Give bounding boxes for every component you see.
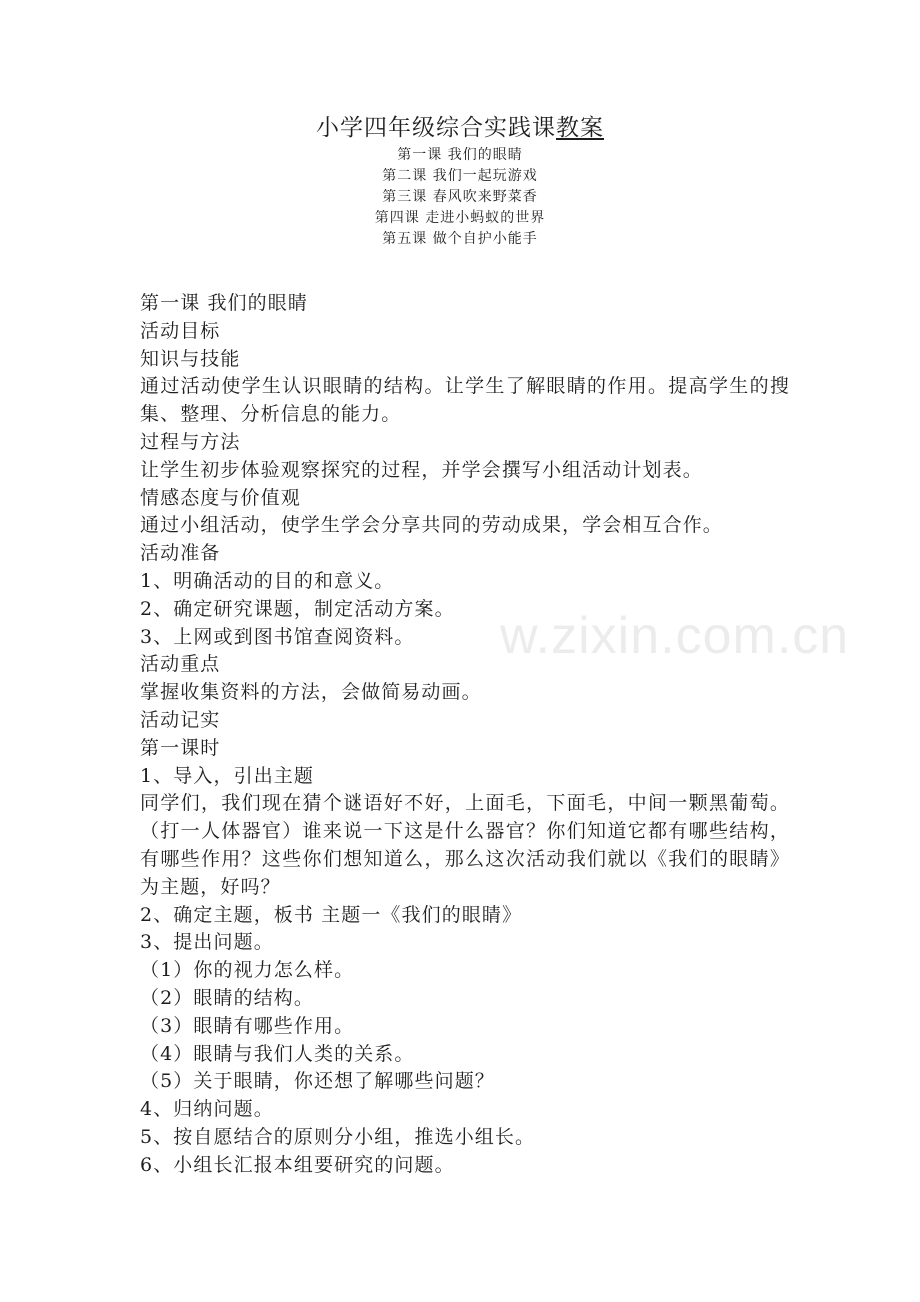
intro-text: 同学们，我们现在猜个谜语好不好，上面毛，下面毛，中间一颗黑葡萄。（打一人体器官）谁来说一下这是什么器官？你们知道它都有哪些结构，有哪些作用？这些你们想知道么，那么这次活动我们就以《我们的眼睛》为主题，好吗？ — [140, 792, 790, 898]
document-title — [0, 112, 920, 144]
question-2: （2）眼睛的结构。 — [140, 986, 314, 1009]
toc-item-5: 第五课 做个自护小能手 — [382, 231, 538, 247]
lesson-body — [140, 290, 790, 1180]
question-3: （3）眼睛有哪些作用。 — [140, 1014, 355, 1037]
title-underlined-text: 教案 — [556, 115, 604, 141]
emotion-text: 通过小组活动，使学生学会分享共同的劳动成果，学会相互合作。 — [140, 514, 723, 537]
prep-item-1: 1、明确活动的目的和意义。 — [140, 569, 395, 592]
focus-heading: 活动重点 — [140, 653, 221, 676]
prep-heading: 活动准备 — [140, 542, 221, 565]
toc-item-2: 第二课 我们一起玩游戏 — [382, 168, 538, 184]
record-heading: 活动记实 — [140, 708, 221, 731]
toc-item-3: 第三课 春风吹来野菜香 — [382, 189, 538, 205]
period-heading: 第一课时 — [140, 736, 221, 759]
question-4: （4）眼睛与我们人类的关系。 — [140, 1042, 415, 1065]
prep-item-2: 2、确定研究课题，制定活动方案。 — [140, 597, 455, 620]
step-4: 4、归纳问题。 — [140, 1098, 274, 1121]
goal-heading: 活动目标 — [140, 319, 221, 342]
question-1: （1）你的视力怎么样。 — [140, 959, 355, 982]
question-5: （5）关于眼睛，你还想了解哪些问题？ — [140, 1070, 495, 1093]
table-of-contents — [0, 145, 920, 250]
step-2: 2、确定主题，板书 主题一《我们的眼睛》 — [140, 903, 523, 926]
prep-item-3: 3、上网或到图书馆查阅资料。 — [140, 625, 415, 648]
step-6: 6、小组长汇报本组要研究的问题。 — [140, 1153, 455, 1176]
emotion-heading: 情感态度与价值观 — [140, 486, 301, 509]
step-5: 5、按自愿结合的原则分小组，推选小组长。 — [140, 1125, 536, 1148]
step-1: 1、导入，引出主题 — [140, 764, 314, 787]
toc-item-4: 第四课 走进小蚂蚁的世界 — [374, 210, 546, 226]
watermark: w.zixin.com.cn — [500, 607, 850, 665]
toc-item-1: 第一课 我们的眼睛 — [397, 147, 523, 163]
process-heading: 过程与方法 — [140, 430, 241, 453]
lesson-heading: 第一课 我们的眼睛 — [140, 292, 308, 314]
focus-text: 掌握收集资料的方法，会做简易动画。 — [140, 681, 482, 704]
step-3: 3、提出问题。 — [140, 931, 274, 954]
knowledge-heading: 知识与技能 — [140, 347, 241, 370]
title-text: 小学四年级综合实践课 — [316, 115, 556, 141]
process-text: 让学生初步体验观察探究的过程，并学会撰写小组活动计划表。 — [140, 458, 703, 481]
knowledge-text: 通过活动使学生认识眼睛的结构。让学生了解眼睛的作用。提高学生的搜集、整理、分析信息的能力。 — [140, 375, 790, 426]
